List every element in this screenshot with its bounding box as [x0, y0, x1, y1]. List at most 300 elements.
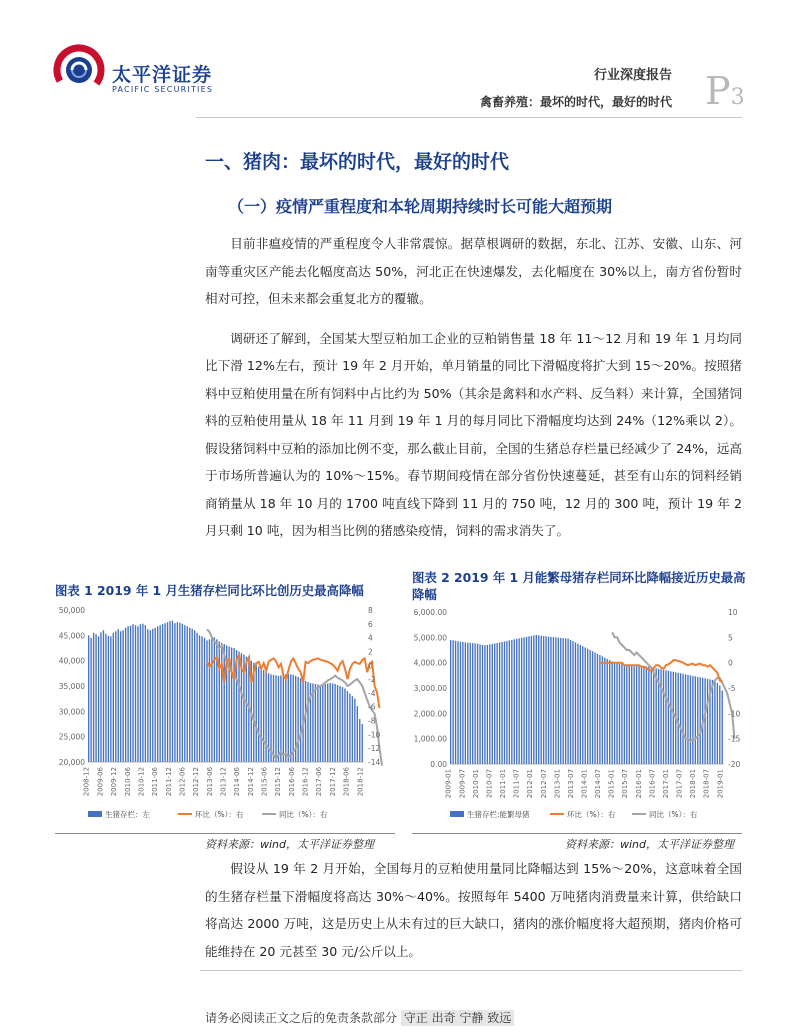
legend-label: 生猪存栏：左 [105, 810, 150, 819]
chart-bar [594, 653, 595, 764]
chart-bar [619, 664, 620, 764]
chart-bar [472, 643, 473, 764]
chart-bar [614, 663, 615, 764]
y-left-tick-label: 45,000 [58, 631, 85, 641]
chart-bar [521, 638, 522, 764]
x-tick-label: 2009-06 [96, 766, 105, 797]
chart-bar [352, 696, 353, 762]
figure2-title: 图表 2 2019 年 1 月能繁母猪存栏同环比降幅接近历史最高降幅 [412, 570, 746, 602]
x-tick-label: 2016-06 [287, 767, 296, 797]
y-right-tick-label: -14 [368, 758, 381, 767]
yoy-line [207, 629, 382, 765]
footer-motto: 守正 出奇 宁静 致远 [401, 1010, 514, 1026]
chart-bar [288, 674, 289, 762]
legend-label: 生猪存栏:能繁母猪 [467, 810, 530, 819]
chart-bar [224, 644, 225, 762]
chart-bar [347, 691, 348, 762]
chart-bar [140, 624, 141, 762]
chart-bar [592, 651, 593, 764]
chart-bar [209, 639, 210, 762]
y-left-tick-label: 3,000.00 [413, 684, 447, 693]
y-left-tick-label: 5,000.00 [413, 633, 447, 643]
logo-mark-icon [52, 42, 112, 102]
chart-bar [722, 691, 723, 764]
figure2-rule [412, 833, 742, 834]
figure2-chart [410, 600, 750, 830]
chart-bar [342, 687, 343, 762]
chart-bar [337, 685, 338, 762]
chart-bar [465, 642, 466, 764]
chart-bar [246, 657, 247, 762]
chart-bar [221, 643, 222, 762]
chart-bar [575, 642, 576, 764]
y-left-tick-label: 6,000.00 [413, 608, 447, 617]
chart-bar [638, 666, 639, 764]
chart-bar [509, 640, 510, 764]
x-tick-label: 2016-12 [301, 767, 310, 797]
chart-bar [687, 675, 688, 764]
chart-bar [317, 684, 318, 762]
y-left-tick-label: 40,000 [58, 656, 85, 666]
y-right-tick-label: -2 [368, 675, 376, 685]
chart-bar [103, 630, 104, 762]
chart-bar [258, 667, 259, 762]
x-tick-label: 2009-07 [458, 768, 467, 799]
y-right-tick-label: 6 [368, 619, 373, 629]
chart-bar [717, 683, 718, 764]
chart-bar [533, 635, 534, 764]
chart-bar [98, 636, 99, 762]
x-tick-label: 2012-06 [178, 767, 187, 797]
chart-bar [707, 679, 708, 764]
x-tick-label: 2018-06 [342, 767, 351, 797]
chart-bar [501, 642, 502, 764]
x-tick-label: 2014-07 [594, 769, 603, 799]
y-left-tick-label: 0.00 [430, 760, 447, 769]
chart-bar [194, 630, 195, 762]
chart-bar [577, 644, 578, 764]
chart-bar [665, 670, 666, 764]
footer-divider [200, 970, 742, 971]
y-left-tick-label: 35,000 [58, 682, 85, 691]
subsection-heading: （一）疫情严重程度和本轮周期持续时长可能大超预期 [228, 197, 613, 216]
chart-bar [543, 636, 544, 764]
chart-bar [359, 719, 360, 762]
chart-bar [474, 643, 475, 764]
chart-bar [167, 622, 168, 762]
paragraph: 目前非瘟疫情的严重程度令人非常震惊。据草根调研的数据，东北、江苏、安徽、山东、河南等重灾区产能去化幅度高达 50%，河北正在快速爆发，去化幅度在 30%以上，南方省份暂时相对可控，但未来都会重复北方的覆辙。 [205, 236, 742, 306]
chart-bar [697, 677, 698, 764]
chart-bar [489, 644, 490, 764]
x-tick-label: 2019-01 [716, 769, 725, 799]
chart-bar [327, 683, 328, 762]
legend-label: 同比（%）：右 [279, 810, 328, 819]
y-right-tick-label: 10 [728, 608, 738, 617]
chart-bar [580, 645, 581, 764]
chart-bar [519, 638, 520, 764]
footer-disclaimer: 请务必阅读正文之后的免责条款部分 [205, 1011, 398, 1025]
chart-bar [189, 628, 190, 762]
chart-bar [120, 631, 121, 762]
chart-bar [233, 648, 234, 762]
chart-bar [460, 642, 461, 764]
chart-bar [132, 624, 133, 762]
chart-bar [169, 621, 170, 762]
chart-bar [204, 638, 205, 762]
chart-bar [125, 628, 126, 762]
chart-bar [712, 680, 713, 764]
chart-bar [349, 694, 350, 762]
chart-bar [553, 637, 554, 764]
x-tick-label: 2014-06 [233, 767, 242, 797]
chart-bar [108, 636, 109, 762]
chart-bar [597, 654, 598, 764]
chart-bar [487, 645, 488, 764]
legend-swatch-bar [450, 811, 464, 817]
chart-bar [152, 629, 153, 762]
chart-bar [714, 680, 715, 764]
chart-bar [494, 643, 495, 764]
y-right-tick-label: -20 [728, 760, 741, 769]
chart-bar [219, 641, 220, 762]
chart-bar [184, 625, 185, 762]
chart-bar [678, 673, 679, 764]
chart-bar [278, 676, 279, 762]
chart-bar [88, 635, 89, 762]
chart-bar [263, 670, 264, 762]
x-tick-label: 2014-12 [246, 767, 255, 797]
chart-bar [719, 685, 720, 764]
legend-swatch-bar [88, 811, 102, 817]
x-tick-label: 2016-07 [648, 769, 657, 799]
chart-bar [624, 665, 625, 764]
chart-bar [322, 684, 323, 762]
chart-bar [636, 666, 637, 764]
x-tick-label: 2012-12 [192, 767, 201, 797]
chart-bar [609, 660, 610, 764]
chart-bar [492, 644, 493, 764]
chart-bar [127, 626, 128, 762]
y-left-tick-label: 1,000.00 [413, 734, 447, 744]
chart-bar [283, 675, 284, 762]
chart-bar [616, 663, 617, 764]
chart-bar [130, 626, 131, 762]
chart-bar [196, 633, 197, 762]
y-left-tick-label: 30,000 [58, 707, 85, 717]
chart-bar [523, 637, 524, 764]
chart-bar [187, 626, 188, 762]
x-tick-label: 2017-01 [662, 769, 670, 799]
x-tick-label: 2011-06 [151, 766, 160, 797]
chart-bar [113, 633, 114, 762]
chart-bar [641, 666, 642, 764]
chart-bar [201, 636, 202, 762]
y-left-tick-label: 50,000 [58, 606, 85, 615]
chart-bar [467, 643, 468, 764]
section-heading: 一、猪肉：最坏的时代，最好的时代 [205, 151, 510, 173]
chart-bar [604, 658, 605, 764]
chart-bar [585, 647, 586, 764]
chart-bar [300, 678, 301, 762]
paragraph: 假设从 19 年 2 月开始，全国每月的豆粕使用量同比降幅达到 15%～20%，这意味着全国的生猪存栏量下滑幅度将高达 30%～40%。按照每年 5400 万吨猪肉消费量来计算，供给缺口将高达 2000 万吨，这是历史上从未有过的巨大缺口，猪肉的涨价幅度将大超预期，猪肉价格可能维持在 20 元甚至 30 元/公斤以上。 [205, 861, 742, 959]
chart-bar [280, 675, 281, 762]
chart-bar [599, 655, 600, 764]
chart-bar [261, 668, 262, 762]
chart-bar [275, 675, 276, 762]
report-type: 行业深度报告 [593, 68, 672, 83]
chart-bar [238, 652, 239, 762]
legend-label: 同比（%）：右 [649, 810, 698, 819]
y-right-tick-label: 2 [368, 647, 373, 657]
chart-bar [172, 621, 173, 762]
brand-name-cn: 太平洋证券 [112, 64, 213, 86]
chart-bar [516, 639, 517, 764]
chart-bar [211, 638, 212, 762]
x-tick-label: 2010-07 [485, 769, 494, 799]
figure2-source: 资料来源：wind，太平洋证券整理 [565, 838, 735, 851]
chart-bar [147, 629, 148, 762]
chart-bar [293, 675, 294, 762]
chart-bar [362, 724, 363, 762]
footer [205, 1009, 514, 1026]
x-tick-label: 2013-01 [553, 769, 562, 799]
chart-bar [651, 667, 652, 764]
chart-bar [484, 645, 485, 764]
x-tick-label: 2010-06 [123, 767, 132, 797]
x-tick-label: 2018-01 [689, 768, 698, 799]
page-number: P3 [705, 69, 745, 113]
chart-bar [214, 637, 215, 762]
chart-bar [457, 641, 458, 764]
body-text [205, 230, 742, 545]
y-right-tick-label: 0 [728, 658, 733, 668]
chart-bar [680, 673, 681, 764]
chart-bar [545, 636, 546, 764]
chart-bar [145, 625, 146, 762]
chart-bar [704, 678, 705, 764]
chart-bar [633, 666, 634, 764]
chart-bar [334, 684, 335, 762]
chart-bar [479, 644, 480, 764]
figure1-title: 图表 1 2019 年 1 月生猪存栏同比环比创历史最高降幅 [55, 583, 364, 598]
chart-bar [506, 641, 507, 764]
chart-bar [563, 638, 564, 764]
chart-bar [297, 677, 298, 762]
chart-bar [332, 683, 333, 762]
chart-bar [159, 625, 160, 762]
chart-bar [653, 668, 654, 764]
x-tick-label: 2011-01 [499, 768, 507, 799]
chart-bar [567, 639, 568, 764]
chart-bar [285, 674, 286, 762]
chart-bar [526, 637, 527, 764]
chart-bar [504, 641, 505, 764]
chart-bar [587, 649, 588, 764]
chart-bar [199, 635, 200, 762]
y-right-tick-label: -10 [368, 730, 381, 740]
brand-name-en: PACIFIC SECURITIES [112, 85, 214, 94]
chart-bar [626, 665, 627, 764]
chart-bar [536, 635, 537, 764]
x-tick-label: 2011-12 [164, 767, 173, 797]
chart-bar [182, 624, 183, 762]
chart-bar [660, 669, 661, 764]
x-tick-label: 2016-01 [634, 768, 643, 799]
chart-bar [629, 666, 630, 764]
y-right-tick-label: -10 [728, 709, 741, 719]
chart-bar [692, 676, 693, 764]
chart-bar [315, 684, 316, 762]
chart-bar [344, 689, 345, 762]
x-tick-label: 2014-01 [580, 768, 589, 799]
chart-bar [555, 637, 556, 764]
chart-bar [162, 624, 163, 762]
chart-bar [273, 675, 274, 762]
chart-bar [496, 643, 497, 764]
chart-bar [565, 638, 566, 764]
chart-bar [150, 630, 151, 762]
chart-bar [95, 634, 96, 762]
chart-bar [656, 668, 657, 764]
paragraph: 调研还了解到，全国某大型豆粕加工企业的豆粕销售量 18 年 11～12 月和 19 年 1 月均同比下滑 12%左右，预计 19 年 2 月开始，单月销量的同比下滑幅度将扩大到 15～20%。按照猪料中豆粕使用量在所有饲料中占比约为 50%（其余是禽料和水产料、反刍料）来计算，全国猪饲料的豆粕使用量从 18 年 11 月到 19 年 1 月的每月同比下滑幅度均达到 24%（12%乘以 2）。假设猪饲料中豆粕的添加比例不变，那么截止目前，全国的生猪总存栏量已经减少了 24%，远高于市场所普遍认为的 10%～15%。春节期间疫情在部分省份快速蔓延，甚至有山东的饲料经销商销量从 18 年 10 月的 1700 吨直线下降到 11 月的 750 吨，12 月的 300 吨，预计 19 年 2 月只剩 10 吨，因为相当比例的猪感染疫情，饲料的需求消失了。 [205, 330, 742, 538]
y-left-tick-label: 4,000.00 [413, 658, 447, 668]
y-right-tick-label: 5 [728, 633, 733, 643]
y-right-tick-label: -4 [368, 688, 376, 698]
chart-bar [514, 639, 515, 764]
y-left-tick-label: 20,000 [58, 758, 85, 767]
x-tick-label: 2008-12 [82, 766, 91, 797]
chart-bar [648, 667, 649, 764]
chart-bar [570, 640, 571, 764]
chart-bar [320, 685, 321, 762]
y-right-tick-label: 8 [368, 606, 373, 615]
y-right-tick-label: -5 [728, 684, 736, 693]
x-tick-label: 2013-12 [219, 766, 228, 797]
x-tick-label: 2015-01 [607, 769, 616, 799]
chart-bar [270, 674, 271, 762]
y-right-tick-label: -12 [368, 744, 381, 754]
chart-bar [177, 622, 178, 762]
report-title: 禽畜养殖：最坏的时代，最好的时代 [479, 95, 672, 109]
chart-bar [455, 641, 456, 764]
legend-label: 环比（%）：右 [195, 810, 244, 819]
chart-bar [531, 636, 532, 764]
chart-bar [330, 683, 331, 762]
y-left-tick-label: 2,000.00 [413, 709, 447, 719]
chart-bar [290, 674, 291, 762]
chart-bar [695, 676, 696, 764]
chart-bar [462, 642, 463, 764]
y-right-tick-label: -6 [368, 702, 376, 712]
x-tick-label: 2010-12 [137, 766, 146, 797]
x-tick-label: 2015-06 [260, 766, 269, 797]
chart-bar [611, 661, 612, 764]
chart-bar [164, 623, 165, 762]
y-right-tick-label: 4 [368, 633, 373, 643]
chart-bar [470, 643, 471, 764]
x-tick-label: 2013-06 [205, 766, 214, 797]
chart-bar [668, 671, 669, 764]
chart-bar [339, 686, 340, 762]
chart-bar [548, 637, 549, 764]
chart-bar [305, 681, 306, 762]
chart-bar [550, 637, 551, 764]
chart-bar [110, 636, 111, 762]
chart-bar [123, 630, 124, 762]
chart-bar [582, 646, 583, 764]
chart-bar [541, 636, 542, 764]
chart-bar [477, 644, 478, 764]
chart-bar [307, 682, 308, 762]
chart-bar [452, 640, 453, 764]
x-tick-label: 2018-07 [702, 768, 711, 799]
chart-bar [115, 631, 116, 762]
x-tick-label: 2017-12 [328, 766, 337, 797]
chart-bar [192, 629, 193, 762]
chart-bar [528, 636, 529, 764]
y-left-tick-label: 25,000 [58, 732, 85, 742]
chart-bar [643, 666, 644, 764]
chart-bar [558, 638, 559, 764]
chart-bar [682, 674, 683, 764]
chart-bar [670, 671, 671, 764]
chart-bar [135, 625, 136, 762]
x-tick-label: 2015-07 [621, 768, 630, 799]
y-right-tick-label: 0 [368, 661, 373, 671]
chart-bar [646, 666, 647, 764]
x-tick-label: 2009-01 [444, 768, 453, 799]
chart-bar [538, 635, 539, 764]
chart-bar [499, 642, 500, 764]
chart-bar [631, 666, 632, 764]
chart-bar [105, 634, 106, 762]
chart-bar [142, 624, 143, 762]
chart-bar [90, 638, 91, 762]
chart-bar [93, 633, 94, 762]
chart-bar [325, 684, 326, 762]
chart-bar [511, 640, 512, 764]
x-tick-label: 2017-07 [675, 769, 684, 799]
chart-bar [256, 665, 257, 762]
x-tick-label: 2015-12 [274, 766, 283, 797]
chart-bar [685, 674, 686, 764]
chart-bar [206, 640, 207, 762]
x-tick-label: 2012-01 [526, 769, 535, 799]
chart-bar [265, 672, 266, 762]
x-tick-label: 2011-07 [512, 768, 521, 799]
x-tick-label: 2017-06 [315, 766, 324, 797]
chart-bar [137, 626, 138, 762]
chart-bar [673, 672, 674, 764]
y-right-tick-label: -15 [728, 734, 741, 744]
figure1-rule [55, 833, 395, 834]
figure1-chart [52, 600, 397, 830]
x-tick-label: 2012-07 [539, 769, 548, 799]
x-tick-label: 2018-12 [356, 767, 365, 797]
chart-bar [174, 623, 175, 762]
chart-bar [700, 677, 701, 764]
chart-bar [482, 645, 483, 764]
chart-bar [100, 632, 101, 762]
chart-bar [179, 623, 180, 762]
chart-bar [357, 706, 358, 762]
x-tick-label: 2009-12 [110, 767, 119, 797]
chart-bar [602, 656, 603, 764]
chart-bar [354, 699, 355, 762]
chart-bar [118, 629, 119, 762]
chart-bar [572, 641, 573, 764]
chart-bar [157, 626, 158, 762]
